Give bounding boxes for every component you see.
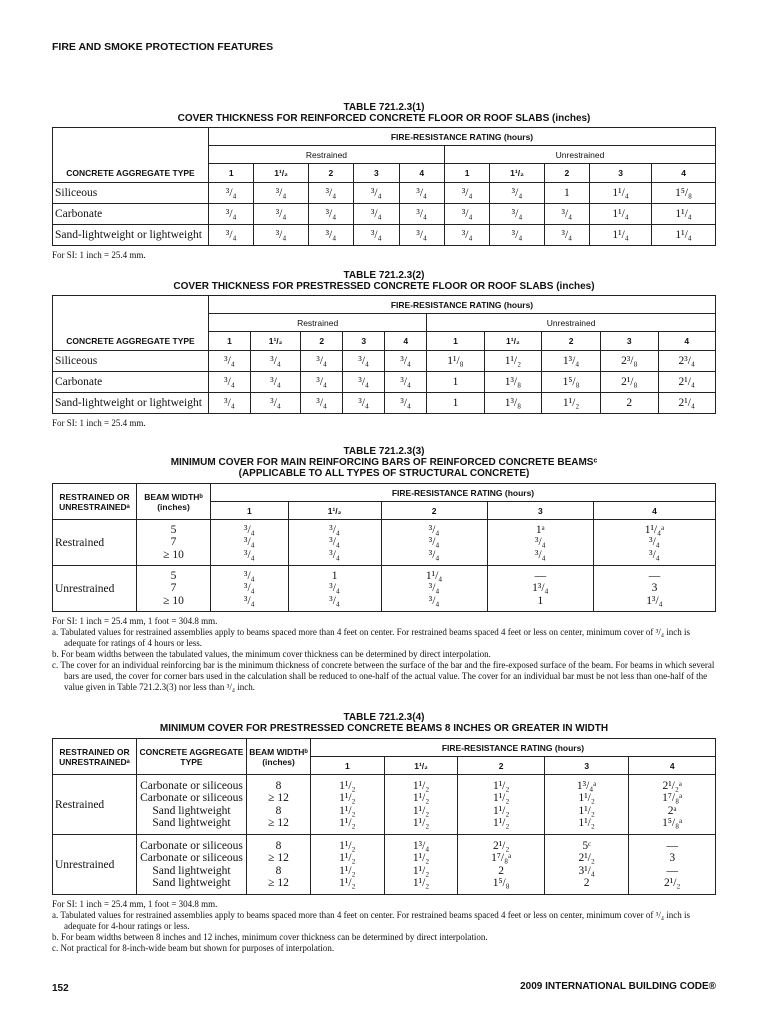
- footnote: a. Tabulated values for restrained assemblies apply to beams spaced more than 4 feet on center. For restrained beams spaced 4 feet or less on center, minimum cover of ³/₄ inch is adequate for 4-hour ratings or less.: [52, 910, 690, 931]
- table-cell: 2¹/₄: [658, 393, 715, 414]
- cover-value: 2¹/₂: [578, 852, 595, 864]
- table-cell: 1¹/₄: [590, 183, 652, 204]
- beam-width: ≥ 10: [163, 548, 184, 561]
- table-row: [53, 372, 716, 393]
- cover-value: ³/₄: [329, 523, 340, 536]
- table-row: [53, 393, 716, 414]
- table-cell: [593, 566, 715, 612]
- aggregate-type: Carbonate or siliceous: [140, 779, 243, 792]
- table-cell: ³/₄: [399, 204, 444, 225]
- cover-value: 1¹/₂: [412, 792, 430, 804]
- group-restrained: Restrained: [209, 314, 427, 332]
- table-notes: [52, 899, 716, 954]
- table-cell: 2¹/₈: [601, 372, 658, 393]
- beam-width: ≥ 12: [268, 792, 289, 804]
- type-cell: [137, 775, 247, 835]
- cover-value: 1¹/₂: [339, 852, 356, 864]
- table-cell: 1⁵/₈: [652, 183, 716, 204]
- col-header: 2: [458, 757, 544, 775]
- beam-width: 8: [275, 864, 282, 877]
- cover-value: 1¹/₂: [412, 804, 430, 817]
- table-cell: ³/₄: [399, 183, 444, 204]
- cover-value: ³/₄: [649, 548, 660, 561]
- footnote: b. For beam widths between 8 inches and 12 inches, minimum cover thickness can be determined by direct interpolation.: [52, 932, 488, 942]
- table-cell: ³/₄: [385, 393, 427, 414]
- cover-value: 2: [583, 877, 590, 889]
- table-cell: ³/₄: [385, 351, 427, 372]
- table-row: [53, 225, 716, 246]
- table-cell: 1³/₈: [484, 393, 541, 414]
- table-cell: ³/₄: [254, 225, 308, 246]
- table-cell: 1¹/₄: [652, 204, 716, 225]
- table-cell: ³/₄: [209, 183, 254, 204]
- beam-width: 8: [275, 839, 282, 852]
- table-subtitle: MINIMUM COVER FOR MAIN REINFORCING BARS OF REINFORCED CONCRETE BEAMSᶜ: [170, 457, 598, 468]
- cover-value: 2ᵃ: [667, 804, 677, 817]
- table-cell: ³/₄: [301, 372, 343, 393]
- cover-value: 3: [669, 852, 676, 864]
- table-cell: 1¹/₂: [484, 351, 541, 372]
- table-cell: [288, 520, 381, 566]
- cover-value: 1¹/₂: [578, 817, 595, 829]
- table-cell: ³/₄: [444, 225, 489, 246]
- col-header: 3: [544, 757, 629, 775]
- aggregate-type: Carbonate or siliceous: [140, 792, 243, 804]
- cover-value: 1¹/₂: [339, 864, 356, 877]
- col-header: 3: [354, 164, 399, 183]
- cover-value: 1¹/₂: [339, 817, 356, 829]
- cover-value: —: [534, 569, 547, 582]
- width-cell: [247, 775, 311, 835]
- table-cell: ³/₄: [544, 225, 589, 246]
- col-header: 2: [542, 332, 601, 351]
- cover-value: 2¹/₂ᵃ: [662, 779, 682, 792]
- table-cell: 1¹/₄: [590, 225, 652, 246]
- cover-value: ³/₄: [244, 594, 255, 607]
- cover-value: 1¹/₄ᵃ: [644, 523, 665, 536]
- cover-value: 1¹/₂: [578, 804, 595, 817]
- table-cell: 1¹/₄: [590, 204, 652, 225]
- type-header: CONCRETE AGGREGATE TYPE: [53, 164, 209, 183]
- data-table: [52, 483, 716, 612]
- col-width-header: BEAM WIDTHᵇ (inches): [247, 739, 311, 775]
- footnote: c. The cover for an individual reinforcing bar is the minimum thickness of concrete between the surface of the bar and the fire-exposed surface of the beam. For beams in which several bars are used, the cover for corner bars used in the calculation shall be reduced to one-half of the actual value. The cover for an individual bar must be not less than one-half of the value given in Table 721.2.3(3) nor less than ³/₄ inch.: [52, 660, 715, 692]
- cover-value: 1¹/₂: [339, 792, 356, 804]
- table-cell: [458, 775, 544, 835]
- cover-value: 1¹/₂: [412, 877, 430, 889]
- cover-value: 1¹/₂: [339, 779, 356, 792]
- table-cell: [458, 835, 544, 895]
- rating-header: FIRE-RESISTANCE RATING (hours): [209, 296, 716, 314]
- table-cell: ³/₄: [490, 204, 544, 225]
- cover-value: 1¹/₂: [492, 804, 510, 817]
- table-cell: ³/₄: [209, 372, 251, 393]
- table-cell: [544, 775, 629, 835]
- table-cell: 1¹/₄: [652, 225, 716, 246]
- aggregate-type: Sand lightweight: [152, 864, 231, 877]
- width-cell: [137, 566, 211, 612]
- cover-value: 1¹/₂: [412, 852, 430, 864]
- table-cell: ³/₄: [308, 225, 353, 246]
- cover-value: 1⁷/₈ᵃ: [491, 852, 512, 864]
- table-cell: ³/₄: [343, 351, 385, 372]
- book-title: 2009 INTERNATIONAL BUILDING CODE®: [520, 981, 716, 992]
- table-note: For SI: 1 inch = 25.4 mm.: [52, 418, 146, 428]
- table-cell: [211, 520, 289, 566]
- table-cell: ³/₄: [209, 393, 251, 414]
- width-cell: [247, 835, 311, 895]
- cover-value: 1⁵/₈ᵃ: [662, 817, 683, 829]
- cover-value: 1ᵃ: [535, 523, 545, 536]
- table-cell: 1¹/₂: [542, 393, 601, 414]
- table-cell: 2³/₄: [658, 351, 715, 372]
- beam-width: 8: [275, 804, 282, 817]
- table-cell: ³/₄: [254, 183, 308, 204]
- table-721-2-3-1: [52, 102, 716, 261]
- col-header: 1¹/₂: [490, 164, 544, 183]
- rating-header: FIRE-RESISTANCE RATING (hours): [209, 128, 716, 146]
- table-cell: 1: [427, 372, 484, 393]
- row-label: Siliceous: [53, 351, 209, 372]
- table-cell: [384, 775, 458, 835]
- col-header: 1: [211, 502, 289, 520]
- table-cell: [544, 835, 629, 895]
- table-cell: 2³/₈: [601, 351, 658, 372]
- table-cell: 1⁵/₈: [542, 372, 601, 393]
- cover-value: ³/₄: [649, 536, 660, 549]
- cover-value: ³/₄: [428, 594, 440, 607]
- cover-value: ³/₄: [244, 548, 255, 561]
- col-header: 2: [544, 164, 589, 183]
- table-row: [53, 204, 716, 225]
- row-label: Sand-lightweight or lightweight: [53, 225, 209, 246]
- table-cell: ³/₄: [251, 351, 301, 372]
- cover-value: 1¹/₄: [425, 569, 443, 582]
- col-header: 1¹/₂: [384, 757, 458, 775]
- cover-value: 1¹/₂: [492, 792, 510, 804]
- cover-value: 1³/₄: [646, 594, 663, 607]
- table-cell: ³/₄: [343, 393, 385, 414]
- table-cell: ³/₄: [444, 183, 489, 204]
- table-cell: 1³/₄: [542, 351, 601, 372]
- cover-value: ³/₄: [329, 582, 340, 595]
- type-header: CONCRETE AGGREGATE TYPE: [53, 332, 209, 351]
- beam-width: 7: [170, 582, 177, 595]
- col-header: 3: [343, 332, 385, 351]
- cover-value: 1¹/₂: [412, 817, 430, 829]
- table-cell: 1³/₈: [484, 372, 541, 393]
- cover-value: 1¹/₂: [492, 817, 510, 829]
- cover-value: ³/₄: [244, 569, 255, 582]
- table-721-2-3-3: [52, 446, 716, 693]
- col-type-header: CONCRETE AGGREGATE TYPE: [137, 739, 247, 775]
- table-cell: [381, 520, 487, 566]
- col-restraint-header: RESTRAINED OR UNRESTRAINEDᵃ: [53, 739, 137, 775]
- aggregate-type: Sand lightweight: [152, 877, 231, 889]
- col-header: 1¹/₂: [251, 332, 301, 351]
- table-cell: ³/₄: [308, 183, 353, 204]
- table-cell: [487, 520, 593, 566]
- table-row: [53, 183, 716, 204]
- col-header: 1¹/₂: [484, 332, 541, 351]
- beam-width: ≥ 12: [268, 817, 289, 829]
- table-cell: ³/₄: [254, 204, 308, 225]
- col-restraint-header: RESTRAINED OR UNRESTRAINEDᵃ: [53, 484, 137, 520]
- table-cell: ³/₄: [209, 204, 254, 225]
- table-title: TABLE 721.2.3(2): [343, 270, 425, 281]
- table-cell: ³/₄: [209, 225, 254, 246]
- cover-value: 1¹/₂: [492, 779, 510, 792]
- table-title: TABLE 721.2.3(3): [343, 446, 425, 457]
- table-subtitle: MINIMUM COVER FOR PRESTRESSED CONCRETE BEAMS 8 INCHES OR GREATER IN WIDTH: [159, 723, 609, 734]
- table-row: [53, 351, 716, 372]
- table-cell: ³/₄: [209, 351, 251, 372]
- table-subtitle-2: (APPLICABLE TO ALL TYPES OF STRUCTURAL CONCRETE): [238, 468, 530, 479]
- table-cell: ³/₄: [354, 204, 399, 225]
- table-title: TABLE 721.2.3(4): [343, 712, 425, 723]
- col-header: 1: [444, 164, 489, 183]
- cover-value: 2¹/₂: [664, 877, 681, 889]
- table-row: [53, 775, 716, 835]
- width-cell: [137, 520, 211, 566]
- cover-value: 3¹/₄: [578, 864, 595, 877]
- row-label: Carbonate: [53, 372, 209, 393]
- table-cell: [629, 835, 716, 895]
- col-header: 3: [601, 332, 658, 351]
- table-cell: 1¹/₈: [427, 351, 484, 372]
- cover-value: 1⁷/₈ᵃ: [662, 792, 683, 804]
- cover-value: ³/₄: [428, 548, 440, 561]
- group-unrestrained: Unrestrained: [444, 146, 715, 164]
- aggregate-type: Carbonate or siliceous: [140, 852, 243, 864]
- cover-value: 1³/₄: [532, 582, 549, 595]
- col-header: 4: [399, 164, 444, 183]
- beam-width: ≥ 12: [268, 877, 289, 889]
- running-head: FIRE AND SMOKE PROTECTION FEATURES: [52, 41, 274, 53]
- rating-header: FIRE-RESISTANCE RATING (hours): [311, 739, 716, 757]
- cover-value: 1: [537, 594, 544, 607]
- cover-value: —: [648, 569, 661, 582]
- cover-value: 1¹/₂: [339, 804, 356, 817]
- table-cell: ³/₄: [399, 225, 444, 246]
- table-cell: ³/₄: [251, 393, 301, 414]
- cover-value: 1¹/₂: [412, 779, 430, 792]
- footnote: For SI: 1 inch = 25.4 mm, 1 foot = 304.8 mm.: [52, 616, 218, 626]
- table-row: [53, 835, 716, 895]
- cover-value: —: [666, 839, 678, 852]
- cover-value: 2: [498, 864, 505, 877]
- cover-value: 1¹/₂: [412, 864, 430, 877]
- table-row: [53, 520, 716, 566]
- row-label: Carbonate: [53, 204, 209, 225]
- table-cell: ³/₄: [354, 225, 399, 246]
- row-label: Siliceous: [53, 183, 209, 204]
- table-cell: [311, 775, 385, 835]
- footnote: b. For beam widths between the tabulated values, the minimum cover thickness can be determined by direct interpolation.: [52, 649, 491, 659]
- col-header: 2: [381, 502, 487, 520]
- row-label: Unrestrained: [53, 566, 137, 612]
- table-cell: [311, 835, 385, 895]
- table-cell: 1: [427, 393, 484, 414]
- data-table: [52, 738, 716, 895]
- row-label: Restrained: [53, 775, 137, 835]
- col-header: 4: [658, 332, 715, 351]
- beam-width: 5: [170, 523, 177, 536]
- cover-value: ³/₄: [428, 523, 440, 536]
- table-cell: ³/₄: [301, 393, 343, 414]
- beam-width: 8: [275, 779, 282, 792]
- group-unrestrained: Unrestrained: [427, 314, 716, 332]
- table-subtitle: COVER THICKNESS FOR REINFORCED CONCRETE FLOOR OR ROOF SLABS (inches): [177, 113, 591, 124]
- beam-width: 7: [170, 536, 177, 549]
- cover-value: —: [666, 864, 678, 877]
- row-label: Sand-lightweight or lightweight: [53, 393, 209, 414]
- table-row: [53, 566, 716, 612]
- cover-value: 5ᶜ: [582, 839, 592, 852]
- cover-value: 1³/₄: [412, 839, 430, 852]
- col-header: 1: [427, 332, 484, 351]
- cover-value: ³/₄: [244, 523, 255, 536]
- col-header: 4: [652, 164, 716, 183]
- col-header: 3: [590, 164, 652, 183]
- type-cell: [137, 835, 247, 895]
- table-cell: ³/₄: [301, 351, 343, 372]
- aggregate-type: Carbonate or siliceous: [140, 839, 243, 852]
- col-header: 1: [311, 757, 385, 775]
- cover-value: 2¹/₂: [492, 839, 510, 852]
- col-header: 4: [385, 332, 427, 351]
- table-cell: [211, 566, 289, 612]
- row-label: Restrained: [53, 520, 137, 566]
- cover-value: ³/₄: [244, 582, 255, 595]
- cover-value: ³/₄: [329, 594, 340, 607]
- data-table: [52, 127, 716, 246]
- table-721-2-3-4: [52, 712, 716, 954]
- data-table: [52, 295, 716, 414]
- table-cell: ³/₄: [490, 183, 544, 204]
- group-restrained: Restrained: [209, 146, 445, 164]
- table-note: For SI: 1 inch = 25.4 mm.: [52, 250, 146, 260]
- table-cell: ³/₄: [385, 372, 427, 393]
- col-header: 4: [593, 502, 715, 520]
- table-cell: ³/₄: [444, 204, 489, 225]
- rating-header: FIRE-RESISTANCE RATING (hours): [211, 484, 716, 502]
- cover-value: 1: [331, 569, 338, 582]
- table-cell: [381, 566, 487, 612]
- cover-value: ³/₄: [428, 536, 440, 549]
- cover-value: 1³/₄ᵃ: [576, 779, 597, 792]
- col-header: 2: [301, 332, 343, 351]
- col-header: 1¹/₂: [254, 164, 308, 183]
- table-cell: [288, 566, 381, 612]
- cover-value: ³/₄: [535, 536, 546, 549]
- table-cell: ³/₄: [354, 183, 399, 204]
- cover-value: ³/₄: [535, 548, 546, 561]
- col-header: 3: [487, 502, 593, 520]
- table-cell: 2: [601, 393, 658, 414]
- table-cell: [384, 835, 458, 895]
- table-cell: [629, 775, 716, 835]
- cover-value: 1¹/₂: [339, 839, 356, 852]
- aggregate-type: Sand lightweight: [152, 817, 231, 829]
- table-721-2-3-2: [52, 270, 716, 429]
- table-cell: [487, 566, 593, 612]
- col-width-header: BEAM WIDTHᵇ (inches): [137, 484, 211, 520]
- row-label: Unrestrained: [53, 835, 137, 895]
- cover-value: ³/₄: [329, 548, 340, 561]
- beam-width: 5: [170, 569, 177, 582]
- cover-value: 3: [651, 582, 658, 595]
- page-number: 152: [52, 983, 69, 994]
- col-header: 4: [629, 757, 716, 775]
- footnote: c. Not practical for 8-inch-wide beam but shown for purposes of interpolation.: [52, 943, 335, 953]
- table-cell: ³/₄: [343, 372, 385, 393]
- table-cell: ³/₄: [251, 372, 301, 393]
- cover-value: 1¹/₂: [339, 877, 356, 889]
- cover-value: 1¹/₂: [578, 792, 595, 804]
- col-header: 1: [209, 332, 251, 351]
- cover-value: ³/₄: [329, 536, 340, 549]
- table-subtitle: COVER THICKNESS FOR PRESTRESSED CONCRETE FLOOR OR ROOF SLABS (inches): [173, 281, 595, 292]
- table-cell: 1: [544, 183, 589, 204]
- table-cell: ³/₄: [490, 225, 544, 246]
- table-cell: ³/₄: [308, 204, 353, 225]
- table-cell: 2¹/₄: [658, 372, 715, 393]
- col-header: 1: [209, 164, 254, 183]
- table-cell: ³/₄: [544, 204, 589, 225]
- beam-width: ≥ 10: [163, 594, 184, 607]
- aggregate-type: Sand lightweight: [152, 804, 231, 817]
- table-notes: [52, 616, 716, 693]
- footnote: For SI: 1 inch = 25.4 mm, 1 foot = 304.8 mm.: [52, 899, 218, 909]
- table-cell: [593, 520, 715, 566]
- col-header: 2: [308, 164, 353, 183]
- cover-value: ³/₄: [244, 536, 255, 549]
- col-header: 1¹/₂: [288, 502, 381, 520]
- table-title: TABLE 721.2.3(1): [343, 102, 425, 113]
- footnote: a. Tabulated values for restrained assemblies apply to beams spaced more than 4 feet on center. For restrained beams spaced 4 feet or less on center, minimum cover of ³/₄ inch is adequate for ratings of 4 hours or less.: [52, 627, 690, 648]
- cover-value: ³/₄: [428, 582, 440, 595]
- beam-width: ≥ 12: [268, 852, 289, 864]
- cover-value: 1⁵/₈: [492, 877, 510, 889]
